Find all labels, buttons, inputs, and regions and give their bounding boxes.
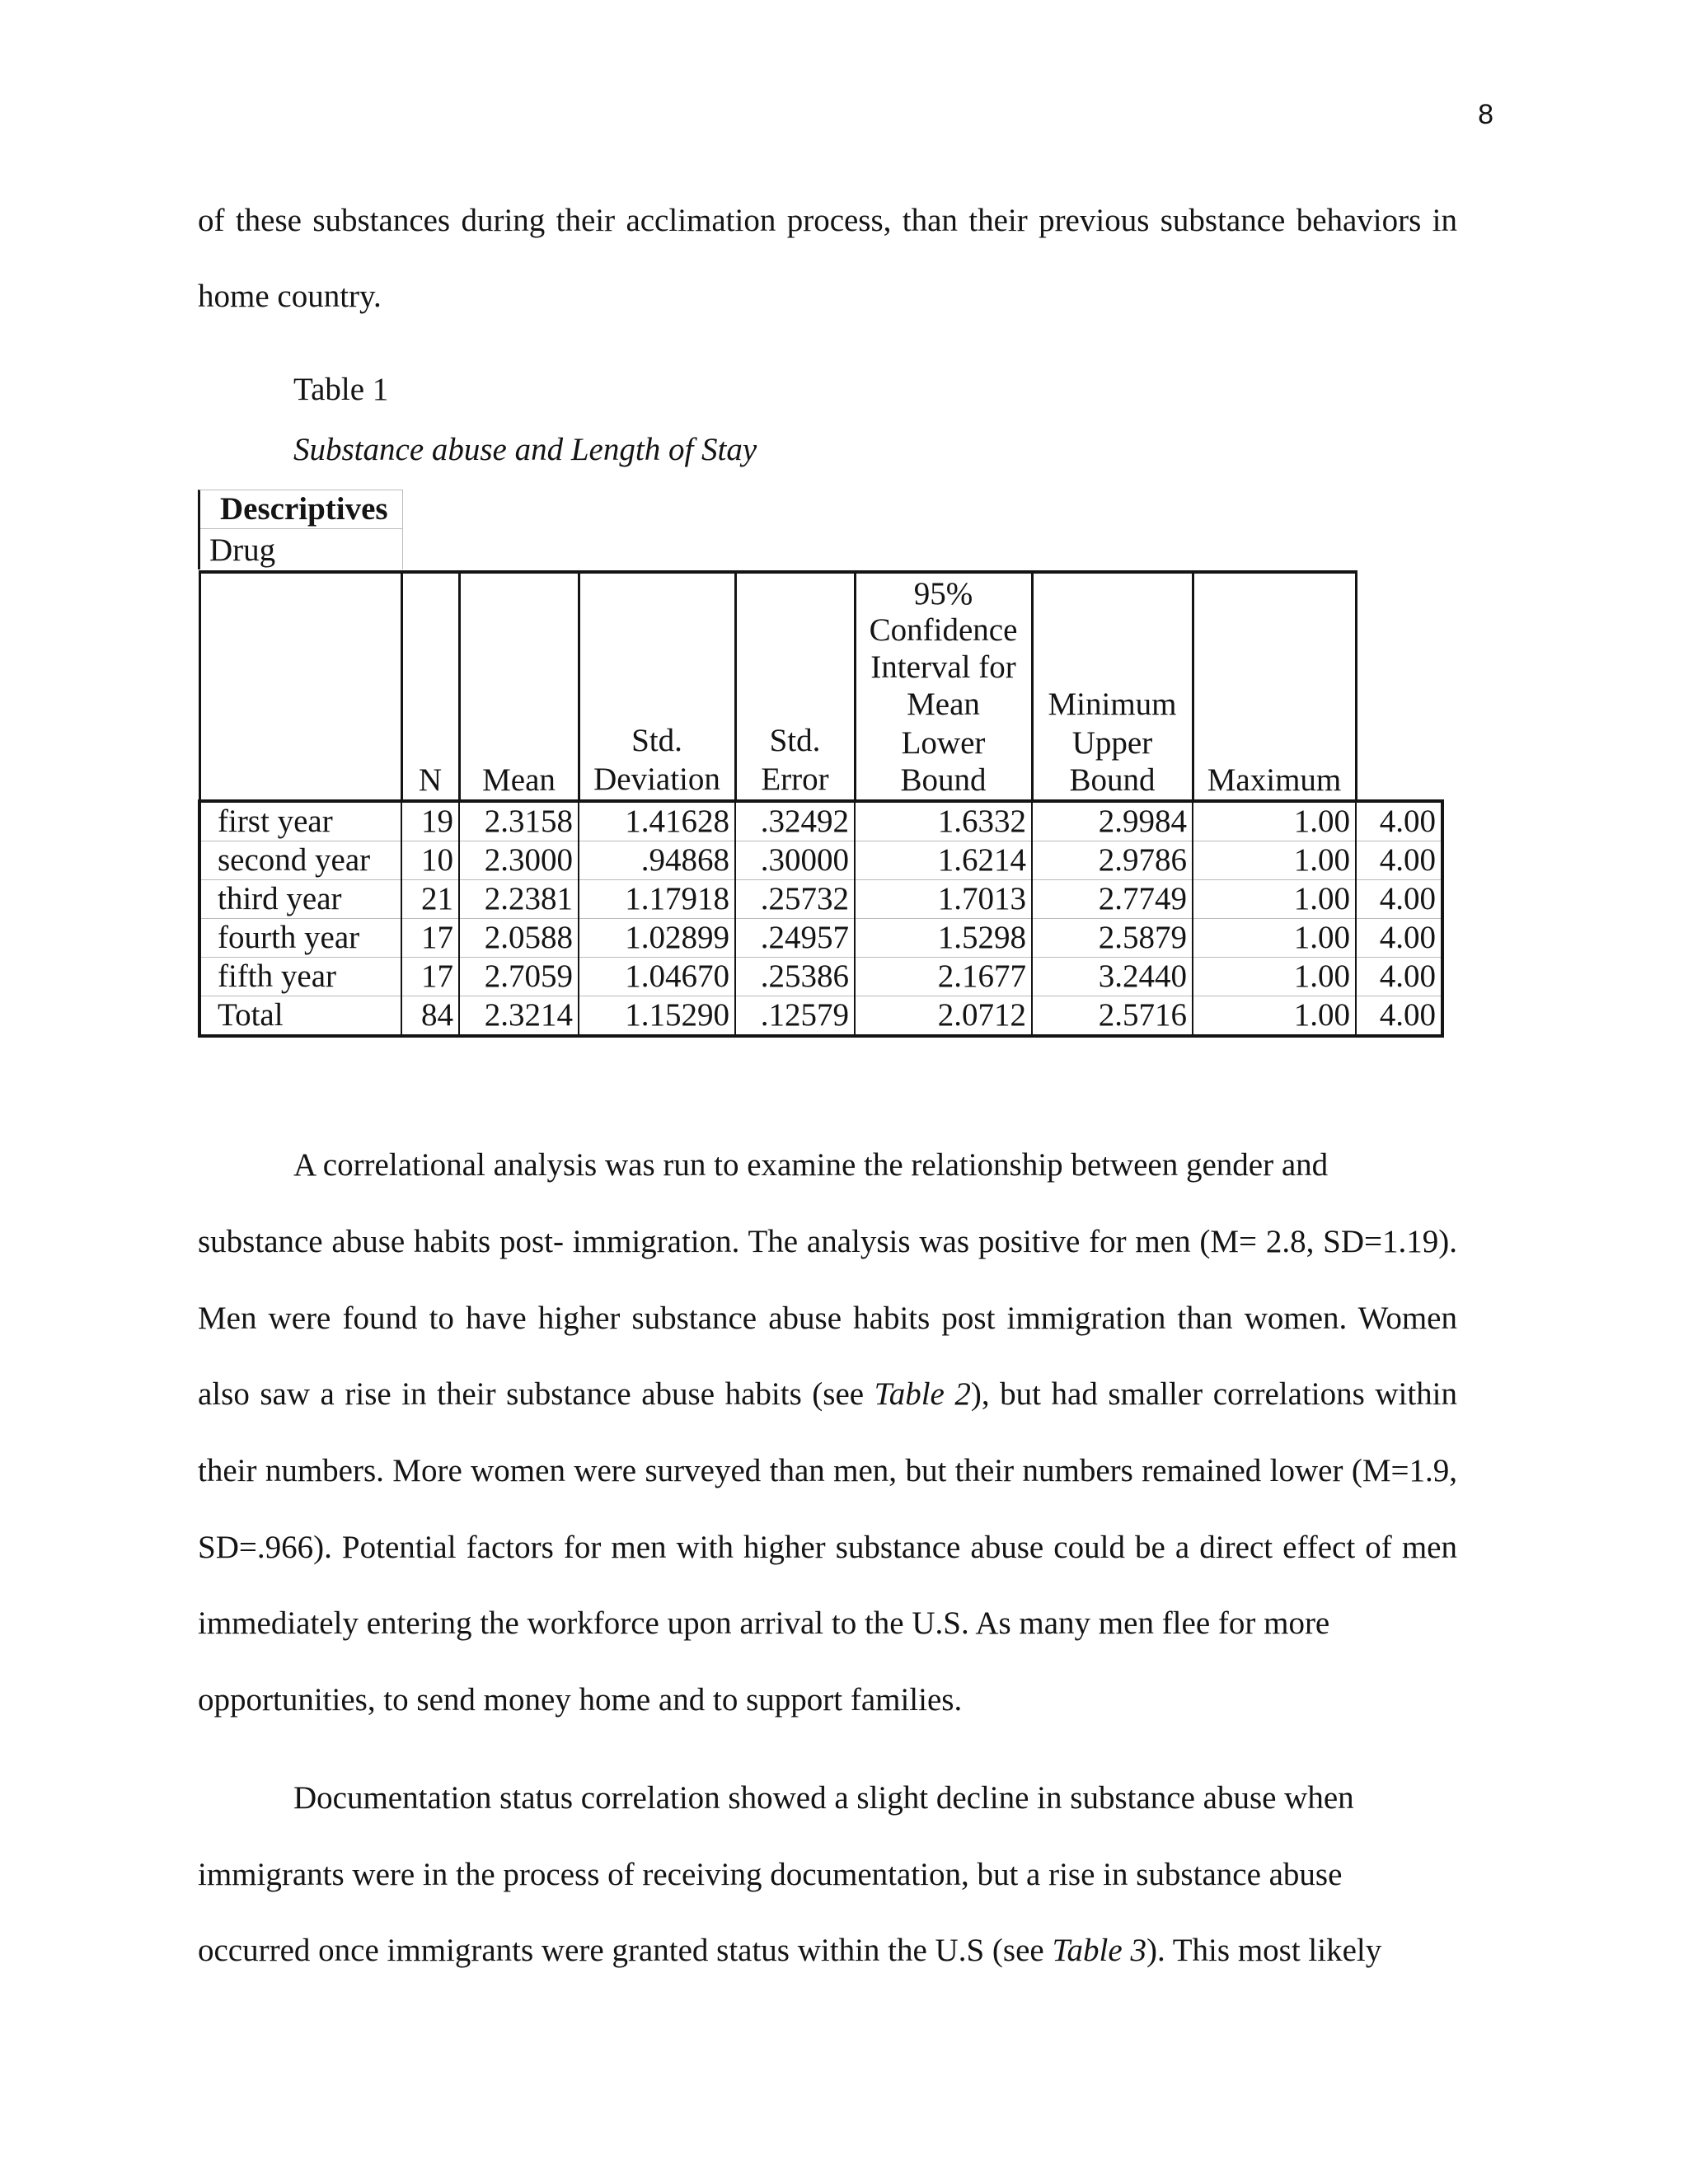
table-row	[199, 801, 1442, 841]
cell-std-deviation: 1.15290	[579, 996, 735, 1037]
descriptives-subtitle: Drug	[209, 532, 276, 568]
paragraph1-line-3: Men were found to have higher substance abuse habits post immigration than women. Women	[198, 1301, 1457, 1336]
cell-std-error: .30000	[735, 841, 855, 880]
cell-lower-bound: 1.6332	[855, 801, 1032, 841]
paragraph1-line-5: their numbers. More women were surveyed than men, but their numbers remained lower (M=1.9,	[198, 1453, 1457, 1488]
paragraph2-line-3-pre: occurred once immigrants were granted status within the U.S (see	[198, 1933, 1053, 1968]
header-upper-bound: Upper Bound	[1032, 724, 1193, 801]
cell-mean: 2.2381	[459, 880, 579, 919]
cell-upper-bound: 2.5716	[1032, 996, 1193, 1037]
cell-std-error: .25732	[735, 880, 855, 919]
header-std-deviation: Std. Deviation	[579, 572, 735, 801]
table-row	[199, 958, 1442, 996]
intro-line-2: home country.	[198, 279, 382, 314]
paragraph2-line-3	[198, 1934, 1381, 1966]
header-mean: Mean	[459, 572, 579, 801]
cell-mean: 2.0588	[459, 919, 579, 958]
cell-std-deviation: .94868	[579, 841, 735, 880]
cell-n: 21	[401, 880, 459, 919]
row-label: third year	[199, 880, 401, 919]
cell-lower-bound: 1.7013	[855, 880, 1032, 919]
row-label: fifth year	[199, 958, 401, 996]
cell-mean: 2.3158	[459, 801, 579, 841]
cell-mean: 2.3214	[459, 996, 579, 1037]
cell-std-error: .32492	[735, 801, 855, 841]
cell-minimum: 1.00	[1193, 958, 1356, 996]
cell-std-error: .25386	[735, 958, 855, 996]
cell-n: 17	[401, 919, 459, 958]
cell-std-deviation: 1.04670	[579, 958, 735, 996]
cell-n: 19	[401, 801, 459, 841]
cell-upper-bound: 2.9786	[1032, 841, 1193, 880]
header-confidence-interval: 95% Confidence Interval for Mean	[855, 572, 1032, 724]
cell-maximum: 4.00	[1356, 841, 1442, 880]
descriptives-table	[198, 570, 1444, 1038]
cell-minimum: 1.00	[1193, 996, 1356, 1037]
cell-n: 84	[401, 996, 459, 1037]
cell-maximum: 4.00	[1356, 958, 1442, 996]
cell-mean: 2.7059	[459, 958, 579, 996]
row-label: fourth year	[199, 919, 401, 958]
cell-maximum: 4.00	[1356, 880, 1442, 919]
paragraph2-line-2: immigrants were in the process of receiving documentation, but a rise in substance abuse	[198, 1857, 1343, 1892]
row-label: first year	[199, 801, 401, 841]
cell-maximum: 4.00	[1356, 996, 1442, 1037]
cell-upper-bound: 3.2440	[1032, 958, 1193, 996]
cell-maximum: 4.00	[1356, 919, 1442, 958]
header-maximum: Maximum	[1193, 572, 1356, 801]
paragraph2-line-1: Documentation status correlation showed a slight decline in substance abuse when	[293, 1780, 1354, 1816]
cell-std-error: .24957	[735, 919, 855, 958]
descriptives-separator	[200, 528, 402, 529]
header-std-error: Std. Error	[735, 572, 855, 801]
cell-minimum: 1.00	[1193, 880, 1356, 919]
row-label: second year	[199, 841, 401, 880]
cell-std-error: .12579	[735, 996, 855, 1037]
paragraph1-line-4-post: ), but had smaller correlations within	[970, 1376, 1457, 1412]
intro-line-1: of these substances during their acclimation process, than their previous substance behaviors in	[198, 203, 1457, 238]
header-n: N	[401, 572, 459, 801]
table-3-reference: Table 3	[1052, 1933, 1146, 1968]
paragraph1-line-4	[198, 1378, 1457, 1410]
paragraph1-line-6: SD=.966). Potential factors for men with higher substance abuse could be a direct effect of men	[198, 1530, 1457, 1565]
cell-minimum: 1.00	[1193, 841, 1356, 880]
cell-lower-bound: 2.0712	[855, 996, 1032, 1037]
table-row-total	[199, 996, 1442, 1037]
header-minimum: Minimum	[1032, 572, 1193, 724]
cell-std-deviation: 1.17918	[579, 880, 735, 919]
descriptives-box	[198, 490, 403, 569]
paragraph1-line-4-pre: also saw a rise in their substance abuse habits (see	[198, 1376, 874, 1412]
cell-minimum: 1.00	[1193, 919, 1356, 958]
table-label: Table 1	[293, 372, 389, 407]
table-row	[199, 880, 1442, 919]
cell-upper-bound: 2.7749	[1032, 880, 1193, 919]
cell-upper-bound: 2.5879	[1032, 919, 1193, 958]
paragraph1-line-1: A correlational analysis was run to examine the relationship between gender and	[293, 1147, 1329, 1183]
header-row-top	[199, 572, 1442, 724]
header-empty-cell	[199, 572, 401, 801]
table-row	[199, 919, 1442, 958]
cell-maximum: 4.00	[1356, 801, 1442, 841]
cell-mean: 2.3000	[459, 841, 579, 880]
paragraph2-line-3-post: ). This most likely	[1146, 1933, 1382, 1968]
cell-lower-bound: 2.1677	[855, 958, 1032, 996]
table-2-reference: Table 2	[874, 1376, 971, 1412]
cell-n: 17	[401, 958, 459, 996]
cell-minimum: 1.00	[1193, 801, 1356, 841]
paragraph1-line-8: opportunities, to send money home and to support families.	[198, 1682, 963, 1718]
header-lower-bound: Lower Bound	[855, 724, 1032, 801]
cell-std-deviation: 1.41628	[579, 801, 735, 841]
table-row	[199, 841, 1442, 880]
page-number: 8	[1478, 99, 1493, 130]
row-label: Total	[199, 996, 401, 1037]
table-caption: Substance abuse and Length of Stay	[293, 432, 757, 467]
cell-upper-bound: 2.9984	[1032, 801, 1193, 841]
cell-std-deviation: 1.02899	[579, 919, 735, 958]
cell-lower-bound: 1.6214	[855, 841, 1032, 880]
cell-lower-bound: 1.5298	[855, 919, 1032, 958]
paragraph1-line-7: immediately entering the workforce upon arrival to the U.S. As many men flee for more	[198, 1605, 1330, 1641]
descriptives-title: Descriptives	[220, 491, 388, 527]
cell-n: 10	[401, 841, 459, 880]
paragraph1-line-2: substance abuse habits post- immigration. The analysis was positive for men (M= 2.8, SD=1.19).	[198, 1224, 1457, 1259]
